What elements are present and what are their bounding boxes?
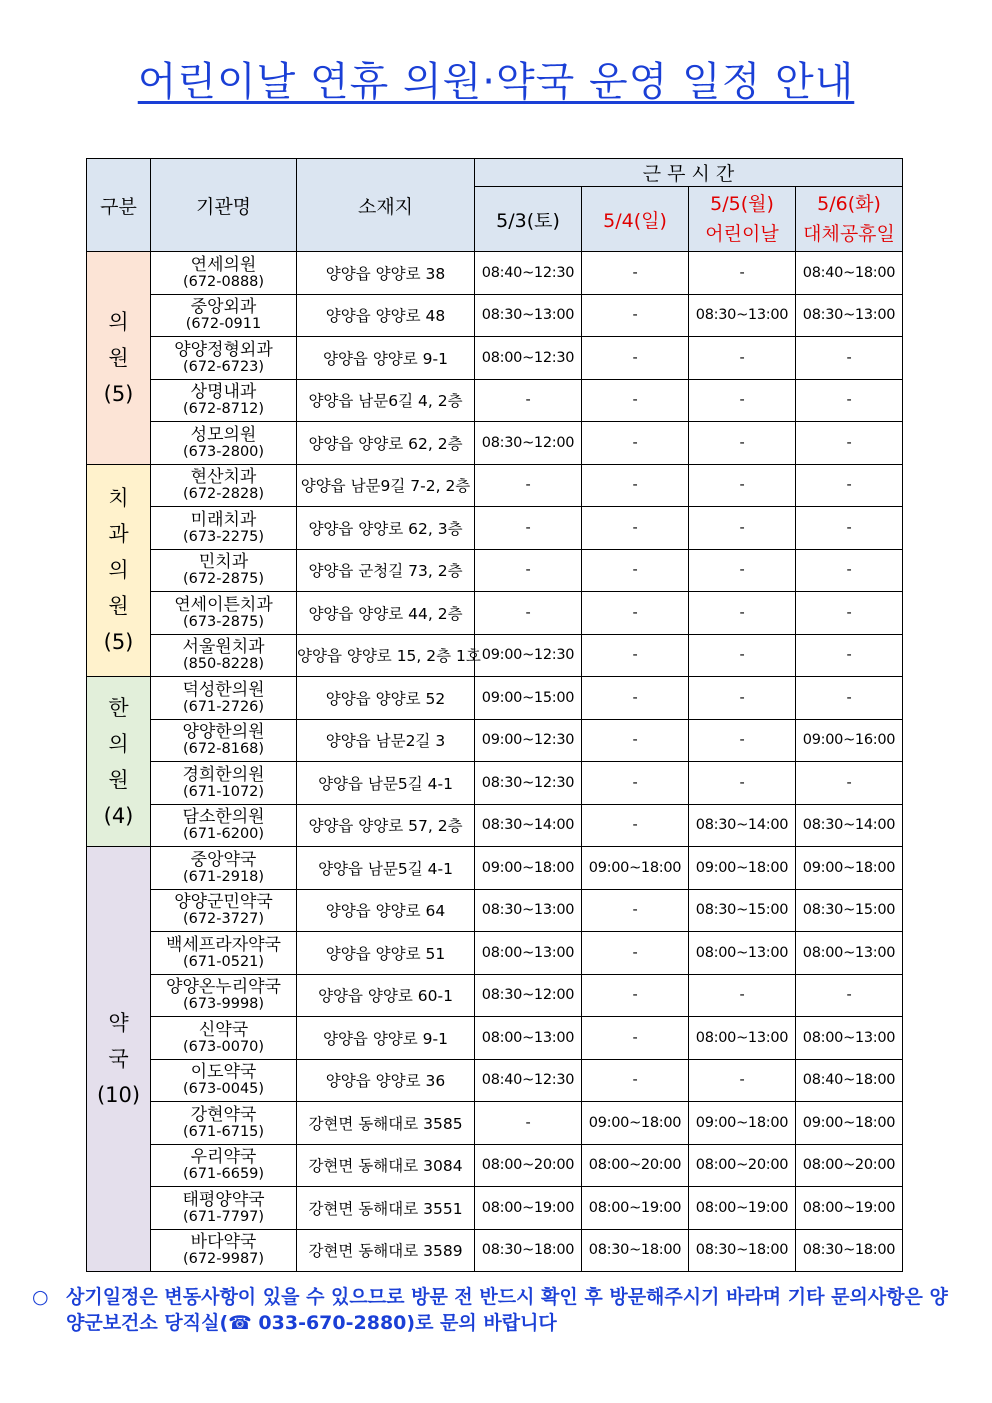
institution-phone: (672-8712) [182,401,265,418]
hours-day-2: - [582,1017,689,1060]
hours-day-4: - [796,634,903,677]
hours-day-4: - [796,974,903,1017]
hours-day-4: - [796,762,903,805]
institution-phone: (673-0045) [182,1081,265,1098]
table-row [87,379,903,422]
institution-name: 서울원치과 [182,637,265,658]
institution-phone: (672-9987) [182,1251,265,1268]
institution-name: 덕성한의원 [182,679,265,700]
hours-day-1: 08:30~13:00 [475,294,582,337]
institution-phone: (673-0070) [182,1038,265,1055]
header-day-3-label: 5/5(월) [710,193,774,215]
hours-day-3: - [689,422,796,465]
hours-day-2: - [582,974,689,1017]
institution-name: 상명내과 [190,382,257,403]
hours-day-1: 08:40~12:30 [475,1059,582,1102]
table-row [87,549,903,592]
table-row [87,719,903,762]
hours-day-1: 08:00~19:00 [475,1187,582,1230]
institution-name: 바다약국 [190,1232,257,1253]
institution-name: 성모의원 [190,424,257,445]
category-char: 원 [108,594,129,619]
table-row [87,1187,903,1230]
hours-day-1: 09:00~18:00 [475,847,582,890]
address-cell: 양양읍 양양로 38 [297,252,475,295]
hours-day-2: - [582,634,689,677]
table-row [87,1102,903,1145]
institution-name: 신약국 [198,1019,249,1040]
institution-cell [151,804,297,847]
hours-day-3: 08:00~13:00 [689,932,796,975]
hours-day-1: 08:00~12:30 [475,337,582,380]
address-cell: 양양읍 남문5길 4-1 [297,762,475,805]
schedule-table [86,158,903,1272]
header-name: 기관명 [151,159,297,252]
hours-day-1: - [475,507,582,550]
hours-day-4: - [796,677,903,720]
institution-phone: (671-6715) [182,1123,265,1140]
category-char: (4) [103,803,134,828]
hours-day-1: - [475,549,582,592]
header-day-3 [689,187,796,252]
hours-day-4: - [796,507,903,550]
table-row [87,1017,903,1060]
institution-name: 민치과 [198,552,249,573]
hours-day-2: - [582,507,689,550]
hours-day-3: - [689,252,796,295]
institution-cell [151,889,297,932]
institution-phone: (671-6659) [182,1166,265,1183]
institution-cell [151,1102,297,1145]
category-char: 한 [108,695,129,720]
table-row [87,847,903,890]
table-row [87,1059,903,1102]
category-char: (10) [96,1083,141,1107]
category-char: (5) [103,630,134,655]
institution-cell [151,337,297,380]
hours-day-2: 09:00~18:00 [582,847,689,890]
hours-day-3: - [689,1059,796,1102]
hours-day-1: 08:30~18:00 [475,1229,582,1272]
hours-day-2: - [582,252,689,295]
address-cell: 양양읍 양양로 62, 3층 [297,507,475,550]
category-char: 원 [108,767,129,792]
hours-day-1: 08:30~12:30 [475,762,582,805]
address-cell: 양양읍 양양로 64 [297,889,475,932]
hours-day-2: - [582,762,689,805]
table-row [87,507,903,550]
institution-phone: (673-2875) [182,613,265,630]
hours-day-4: 09:00~18:00 [796,847,903,890]
hours-day-2: - [582,889,689,932]
hours-day-3: - [689,337,796,380]
table-row [87,1229,903,1272]
address-cell: 양양읍 양양로 44, 2층 [297,592,475,635]
institution-name: 양양군민약국 [174,892,273,913]
institution-phone: (672-3727) [182,911,265,928]
table-row [87,252,903,295]
institution-cell [151,592,297,635]
table-row [87,974,903,1017]
institution-cell [151,1059,297,1102]
hours-day-3: - [689,549,796,592]
institution-name: 연세이튼치과 [174,594,273,615]
hours-day-2: - [582,592,689,635]
hours-day-3: 08:00~20:00 [689,1144,796,1187]
institution-name: 현산치과 [190,467,257,488]
institution-phone: (672-8168) [182,741,265,758]
hours-day-2: 08:30~18:00 [582,1229,689,1272]
address-cell: 양양읍 양양로 9-1 [297,337,475,380]
hours-day-2: - [582,549,689,592]
notice-text: 상기일정은 변동사항이 있을 수 있으므로 방문 전 반드시 확인 후 방문해주시기 바라며 기타 문의사항은 양양군보건소 당직실(☎ 033-670-2880)로 문의 바랍니다 [66,1286,948,1334]
header-day-4 [796,187,903,252]
address-cell: 양양읍 양양로 9-1 [297,1017,475,1060]
institution-phone: (673-2800) [182,443,265,460]
institution-phone: (671-7797) [182,1208,265,1225]
institution-phone: (673-2275) [182,528,265,545]
hours-day-4: 08:30~14:00 [796,804,903,847]
institution-cell [151,252,297,295]
address-cell: 양양읍 양양로 48 [297,294,475,337]
hours-day-2: - [582,294,689,337]
hours-day-1: 08:00~13:00 [475,932,582,975]
table-row [87,932,903,975]
category-char: 의 [108,731,129,756]
institution-cell [151,1229,297,1272]
hours-day-4: 08:00~13:00 [796,932,903,975]
hours-day-4: - [796,379,903,422]
table-row [87,422,903,465]
hours-day-2: - [582,677,689,720]
address-cell: 양양읍 양양로 57, 2층 [297,804,475,847]
category-dental [87,464,151,677]
institution-cell [151,719,297,762]
hours-day-3: 09:00~18:00 [689,847,796,890]
table-row [87,1144,903,1187]
hours-day-2: 08:00~20:00 [582,1144,689,1187]
address-cell: 양양읍 양양로 52 [297,677,475,720]
institution-name: 태평양약국 [182,1189,265,1210]
hours-day-3: - [689,464,796,507]
table-row [87,677,903,720]
hours-day-2: 09:00~18:00 [582,1102,689,1145]
institution-name: 미래치과 [190,509,257,530]
hours-day-3: 08:00~13:00 [689,1017,796,1060]
hours-day-2: - [582,719,689,762]
hours-day-3: - [689,974,796,1017]
hours-day-4: 08:30~18:00 [796,1229,903,1272]
address-cell: 양양읍 양양로 15, 2층 1호 [297,634,475,677]
table-row [87,634,903,677]
institution-cell [151,549,297,592]
institution-cell [151,762,297,805]
table-row [87,762,903,805]
hours-day-4: 08:40~18:00 [796,252,903,295]
hours-day-4: 08:40~18:00 [796,1059,903,1102]
institution-phone: (672-2828) [182,486,265,503]
hours-day-2: - [582,1059,689,1102]
notice [32,1284,962,1336]
hours-day-1: 08:30~13:00 [475,889,582,932]
hours-day-1: 08:00~20:00 [475,1144,582,1187]
hours-day-4: 08:00~13:00 [796,1017,903,1060]
institution-phone: (671-2726) [182,698,265,715]
hours-day-1: - [475,464,582,507]
category-char: 국 [108,1047,129,1071]
hours-day-3: 08:30~18:00 [689,1229,796,1272]
hours-day-3: 08:30~13:00 [689,294,796,337]
header-day-4-label: 5/6(화) [817,193,881,215]
category-char: (5) [103,381,134,406]
institution-phone: (671-2918) [182,868,265,885]
category-clinic [87,252,151,465]
table-row [87,337,903,380]
table-row [87,804,903,847]
hours-day-1: 08:30~12:00 [475,422,582,465]
address-cell: 양양읍 양양로 51 [297,932,475,975]
category-char: 의 [108,309,129,334]
institution-cell [151,1144,297,1187]
hours-day-3: 08:00~19:00 [689,1187,796,1230]
institution-cell [151,677,297,720]
header-hours: 근 무 시 간 [475,159,903,187]
table-row [87,592,903,635]
hours-day-2: 08:00~19:00 [582,1187,689,1230]
category-pharmacy [87,847,151,1272]
header-address: 소재지 [297,159,475,252]
hours-day-4: 08:00~19:00 [796,1187,903,1230]
table-row [87,464,903,507]
institution-name: 우리약국 [190,1147,257,1168]
hours-day-4: 09:00~16:00 [796,719,903,762]
header-day-3-sub: 어린이날 [705,223,779,245]
category-korean-medicine [87,677,151,847]
institution-name: 중앙외과 [190,297,257,318]
hours-day-1: 08:40~12:30 [475,252,582,295]
hours-day-3: 09:00~18:00 [689,1102,796,1145]
notice-bullet-icon: ○ [32,1286,49,1308]
institution-phone: (672-0911 [185,316,262,333]
institution-name: 백세프라자약국 [166,934,281,955]
institution-cell [151,847,297,890]
address-cell: 양양읍 남문2길 3 [297,719,475,762]
hours-day-3: - [689,634,796,677]
institution-name: 연세의원 [190,254,257,275]
institution-cell [151,294,297,337]
hours-day-1: 08:30~14:00 [475,804,582,847]
hours-day-1: 09:00~12:30 [475,634,582,677]
hours-day-4: - [796,464,903,507]
hours-day-3: - [689,677,796,720]
address-cell: 양양읍 남문6길 4, 2층 [297,379,475,422]
address-cell: 양양읍 양양로 60-1 [297,974,475,1017]
institution-name: 이도약국 [190,1062,257,1083]
institution-cell [151,932,297,975]
hours-day-2: - [582,422,689,465]
hours-day-3: - [689,719,796,762]
hours-day-3: - [689,592,796,635]
header-day-2-label: 5/4(일) [603,209,667,232]
category-char: 약 [108,1011,129,1035]
address-cell: 강현면 동해대로 3551 [297,1187,475,1230]
institution-name: 담소한의원 [182,807,265,828]
category-char: 의 [108,558,129,583]
institution-phone: (671-1072) [182,783,265,800]
institution-name: 양양온누리약국 [166,977,281,998]
hours-day-2: - [582,464,689,507]
hours-day-1: - [475,1102,582,1145]
hours-day-4: 08:30~15:00 [796,889,903,932]
header-day-4-sub: 대체공휴일 [803,223,895,245]
institution-phone: (671-0521) [182,953,265,970]
hours-day-4: - [796,592,903,635]
hours-day-1: 08:30~12:00 [475,974,582,1017]
institution-cell [151,1187,297,1230]
hours-day-4: 08:00~20:00 [796,1144,903,1187]
hours-day-1: 09:00~12:30 [475,719,582,762]
hours-day-2: - [582,337,689,380]
category-char: 치 [108,486,129,511]
institution-cell [151,379,297,422]
address-cell: 양양읍 양양로 36 [297,1059,475,1102]
institution-phone: (850-8228) [182,656,265,673]
hours-day-4: - [796,337,903,380]
institution-phone: (672-6723) [182,358,265,375]
hours-day-1: - [475,379,582,422]
hours-day-4: 08:30~13:00 [796,294,903,337]
institution-cell [151,1017,297,1060]
address-cell: 양양읍 남문9길 7-2, 2층 [297,464,475,507]
category-char: 원 [108,345,129,370]
hours-day-4: - [796,422,903,465]
hours-day-3: - [689,762,796,805]
hours-day-2: - [582,932,689,975]
institution-name: 중앙약국 [190,849,257,870]
header-category: 구분 [87,159,151,252]
institution-phone: (673-9998) [182,996,265,1013]
hours-day-4: 09:00~18:00 [796,1102,903,1145]
category-char: 과 [108,522,129,547]
address-cell: 강현면 동해대로 3589 [297,1229,475,1272]
header-day-1 [475,187,582,252]
table-row [87,294,903,337]
hours-day-3: - [689,379,796,422]
address-cell: 강현면 동해대로 3585 [297,1102,475,1145]
hours-day-1: - [475,592,582,635]
institution-cell [151,634,297,677]
hours-day-3: 08:30~15:00 [689,889,796,932]
institution-cell [151,507,297,550]
hours-day-4: - [796,549,903,592]
address-cell: 양양읍 군청길 73, 2층 [297,549,475,592]
page-title: 어린이날 연휴 의원·약국 운영 일정 안내 [137,59,855,105]
header-day-1-label: 5/3(토) [496,209,560,232]
institution-cell [151,464,297,507]
hours-day-1: 09:00~15:00 [475,677,582,720]
hours-day-2: - [582,804,689,847]
institution-cell [151,974,297,1017]
institution-phone: (672-2875) [182,571,265,588]
institution-name: 강현약국 [190,1104,257,1125]
header-day-2 [582,187,689,252]
institution-cell [151,422,297,465]
hours-day-2: - [582,379,689,422]
hours-day-1: 08:00~13:00 [475,1017,582,1060]
institution-name: 양양정형외과 [174,339,273,360]
institution-name: 경희한의원 [182,764,265,785]
hours-day-3: 08:30~14:00 [689,804,796,847]
table-row [87,889,903,932]
institution-phone: (672-0888) [182,273,265,290]
address-cell: 강현면 동해대로 3084 [297,1144,475,1187]
address-cell: 양양읍 양양로 62, 2층 [297,422,475,465]
hours-day-3: - [689,507,796,550]
address-cell: 양양읍 남문5길 4-1 [297,847,475,890]
institution-phone: (671-6200) [182,826,265,843]
institution-name: 양양한의원 [182,722,265,743]
